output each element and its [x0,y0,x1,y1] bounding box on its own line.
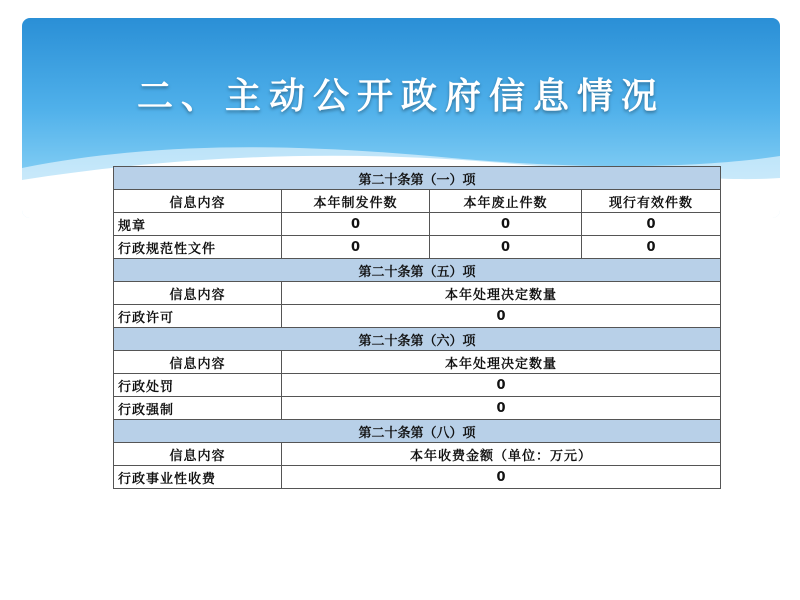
column-header-row [114,282,721,305]
table-row [114,397,721,420]
section-heading-row [114,328,721,351]
section-heading-row [114,259,721,282]
cell-value: 0 [282,305,721,328]
row-label: 行政强制 [114,397,282,420]
cell-value: 0 [282,374,721,397]
page-title: 二、主动公开政府信息情况 [136,75,665,117]
column-header-row [114,190,721,213]
column-header-row [114,351,721,374]
row-label: 行政处罚 [114,374,282,397]
table-row [114,213,721,236]
table-row [114,236,721,259]
table-row [114,305,721,328]
column-header: 信息内容 [114,443,282,466]
cell-value: 0 [582,236,721,259]
cell-value: 0 [282,236,430,259]
column-header: 本年收费金额（单位：万元） [282,443,721,466]
cell-value: 0 [282,466,721,489]
cell-value: 0 [430,236,582,259]
section-heading: 第二十条第（五）项 [114,259,721,282]
column-header: 本年制发件数 [282,190,430,213]
cell-value: 0 [430,213,582,236]
column-header: 信息内容 [114,282,282,305]
table-row [114,466,721,489]
column-header: 信息内容 [114,351,282,374]
disclosure-table [113,166,721,489]
section-heading: 第二十条第（一）项 [114,167,721,190]
row-label: 行政事业性收费 [114,466,282,489]
row-label: 行政许可 [114,305,282,328]
column-header: 本年处理决定数量 [282,282,721,305]
section-heading-row [114,167,721,190]
cell-value: 0 [582,213,721,236]
column-header-row [114,443,721,466]
column-header: 本年处理决定数量 [282,351,721,374]
cell-value: 0 [282,397,721,420]
row-label: 行政规范性文件 [114,236,282,259]
cell-value: 0 [282,213,430,236]
section-heading: 第二十条第（六）项 [114,328,721,351]
column-header: 信息内容 [114,190,282,213]
column-header: 本年废止件数 [430,190,582,213]
column-header: 现行有效件数 [582,190,721,213]
section-heading-row [114,420,721,443]
row-label: 规章 [114,213,282,236]
section-heading: 第二十条第（八）项 [114,420,721,443]
table-row [114,374,721,397]
